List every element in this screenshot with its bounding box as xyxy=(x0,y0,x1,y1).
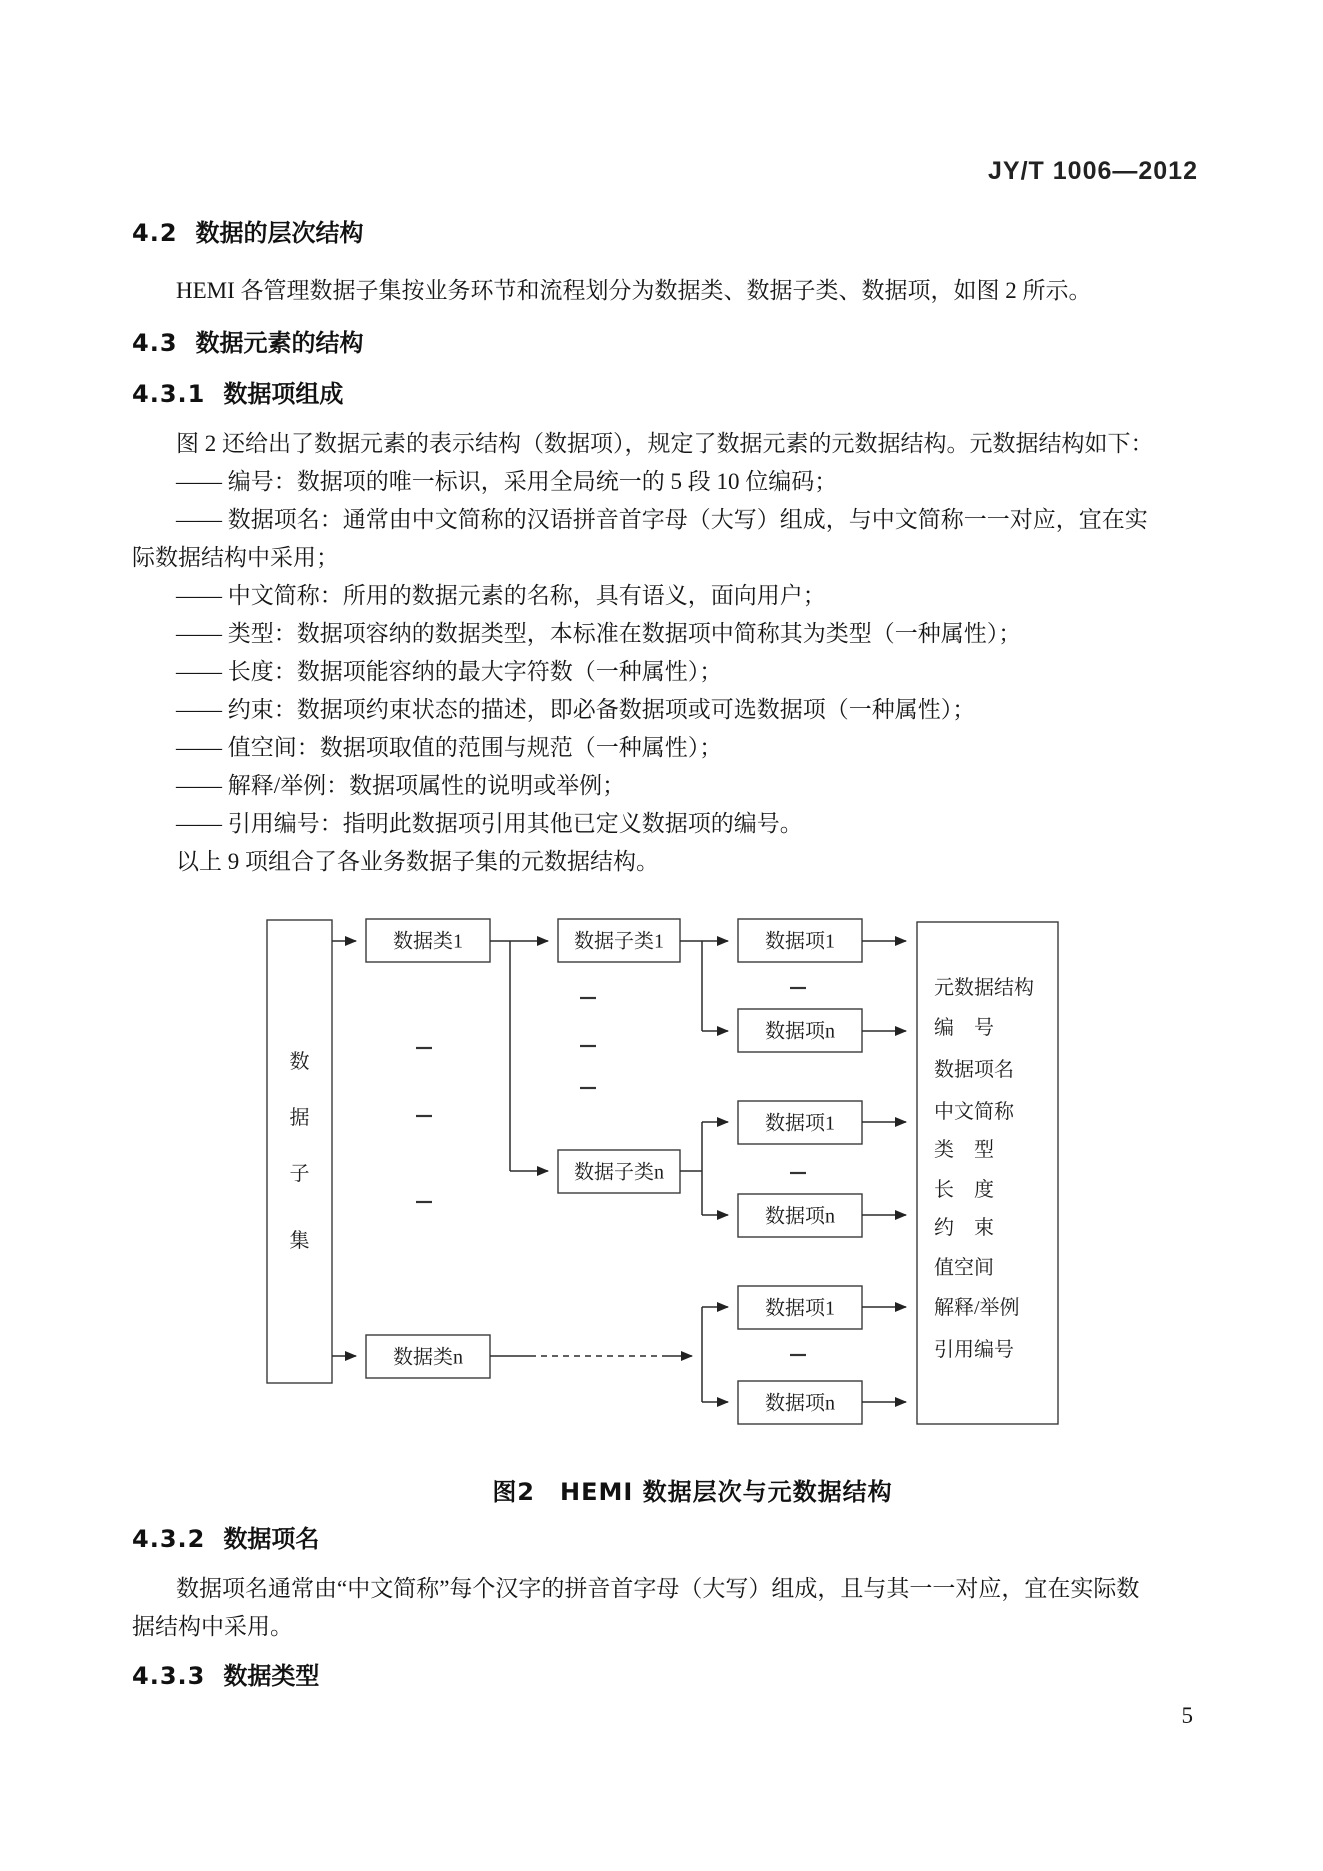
section-4-3-1-body xyxy=(132,425,1207,881)
section-number: 4.3.3 xyxy=(132,1662,206,1690)
list-item-yueshu: —— 约束：数据项约束状态的描述，即必备数据项或可选数据项（一种属性）； xyxy=(176,697,976,722)
subset-char-2: 据 xyxy=(289,1107,310,1129)
figure-labels xyxy=(290,930,1035,1415)
section-title: 数据类型 xyxy=(223,1662,320,1690)
page-number: 5 xyxy=(1181,1703,1193,1728)
label-data-item-3n: 数据项n xyxy=(765,1392,835,1415)
list-item-zhongwenjiancheng: —— 中文简称：所用的数据元素的名称，具有语义，面向用户； xyxy=(176,583,826,608)
meta-item-refnumber: 引用编号 xyxy=(934,1339,1014,1361)
list-item-leixing: —— 类型：数据项容纳的数据类型，本标准在数据项中简称其为类型（一种属性）； xyxy=(176,621,1022,646)
body-line-summary: 以上 9 项组合了各业务数据子集的元数据结构。 xyxy=(176,849,659,874)
meta-item-itemname: 数据项名 xyxy=(934,1059,1014,1081)
list-item-yinyongbianhao: —— 引用编号：指明此数据项引用其他已定义数据项的编号。 xyxy=(176,811,803,836)
section-title: 数据元素的结构 xyxy=(195,329,364,357)
meta-item-length: 长 度 xyxy=(934,1179,994,1201)
section-title: 数据项组成 xyxy=(223,380,344,408)
label-data-item-1n: 数据项n xyxy=(765,1020,835,1043)
standard-code: JY/T 1006—2012 xyxy=(988,157,1198,185)
label-data-item-1a: 数据项1 xyxy=(765,930,835,953)
list-item-changdu: —— 长度：数据项能容纳的最大字符数（一种属性）； xyxy=(176,659,723,684)
body-line-continuation: 据结构中采用。 xyxy=(132,1614,293,1639)
section-heading-4-2 xyxy=(132,213,364,248)
box-data-subset xyxy=(267,920,332,1383)
figure-2-diagram xyxy=(240,905,1080,1440)
paragraph-4-2: HEMI 各管理数据子集按业务环节和流程划分为数据类、数据子类、数据项，如图 2 所示。 xyxy=(176,278,1092,303)
meta-item-constraint: 约 束 xyxy=(934,1217,994,1239)
section-title: 数据项名 xyxy=(223,1525,320,1553)
label-data-subclass-1: 数据子类1 xyxy=(574,930,664,953)
meta-item-type: 类 型 xyxy=(934,1139,994,1161)
list-item-continuation: 际数据结构中采用； xyxy=(132,545,339,570)
list-item-zhikongjian: —— 值空间：数据项取值的范围与规范（一种属性）； xyxy=(176,735,723,760)
meta-item-structure: 元数据结构 xyxy=(934,977,1034,999)
paragraph-4-3-2 xyxy=(132,1570,1207,1646)
label-data-item-2a: 数据项1 xyxy=(765,1112,835,1135)
body-line: 图 2 还给出了数据元素的表示结构（数据项），规定了数据元素的元数据结构。元数据结构如下： xyxy=(176,431,1154,456)
body-line: 数据项名通常由“中文简称”每个汉字的拼音首字母（大写）组成，且与其一一对应，宜在实际数 xyxy=(176,1576,1140,1601)
label-data-class-n: 数据类n xyxy=(393,1346,463,1369)
section-title: 数据的层次结构 xyxy=(195,219,364,247)
label-data-subclass-n: 数据子类n xyxy=(574,1161,664,1184)
label-data-item-3a: 数据项1 xyxy=(765,1297,835,1320)
section-number: 4.3.2 xyxy=(132,1525,206,1553)
meta-item-number: 编 号 xyxy=(934,1017,994,1039)
section-heading-4-3-2 xyxy=(132,1519,319,1554)
figure-2 xyxy=(240,905,1080,1440)
section-heading-4-3 xyxy=(132,323,364,358)
list-item-bianhao: —— 编号：数据项的唯一标识，采用全局统一的 5 段 10 位编码； xyxy=(176,469,838,494)
meta-item-valuespace: 值空间 xyxy=(934,1257,994,1279)
subset-char-1: 数 xyxy=(289,1051,310,1073)
figure-2-caption: 图2 HEMI 数据层次与元数据结构 xyxy=(492,1478,893,1506)
list-item-jieshi: —— 解释/举例：数据项属性的说明或举例； xyxy=(176,773,626,798)
section-number: 4.2 xyxy=(132,219,178,247)
subset-char-3: 子 xyxy=(289,1163,310,1185)
meta-item-example: 解释/举例 xyxy=(934,1297,1020,1319)
meta-item-chinesename: 中文简称 xyxy=(934,1101,1014,1123)
section-heading-4-3-3 xyxy=(132,1656,319,1691)
list-item-shujuxiangming: —— 数据项名：通常由中文简称的汉语拼音首字母（大写）组成，与中文简称一一对应，宜在实 xyxy=(176,507,1148,532)
section-number: 4.3 xyxy=(132,329,178,357)
section-heading-4-3-1 xyxy=(132,374,343,409)
subset-char-4: 集 xyxy=(289,1230,310,1252)
section-number: 4.3.1 xyxy=(132,380,206,408)
label-data-class-1: 数据类1 xyxy=(393,930,463,953)
label-data-item-2n: 数据项n xyxy=(765,1205,835,1228)
